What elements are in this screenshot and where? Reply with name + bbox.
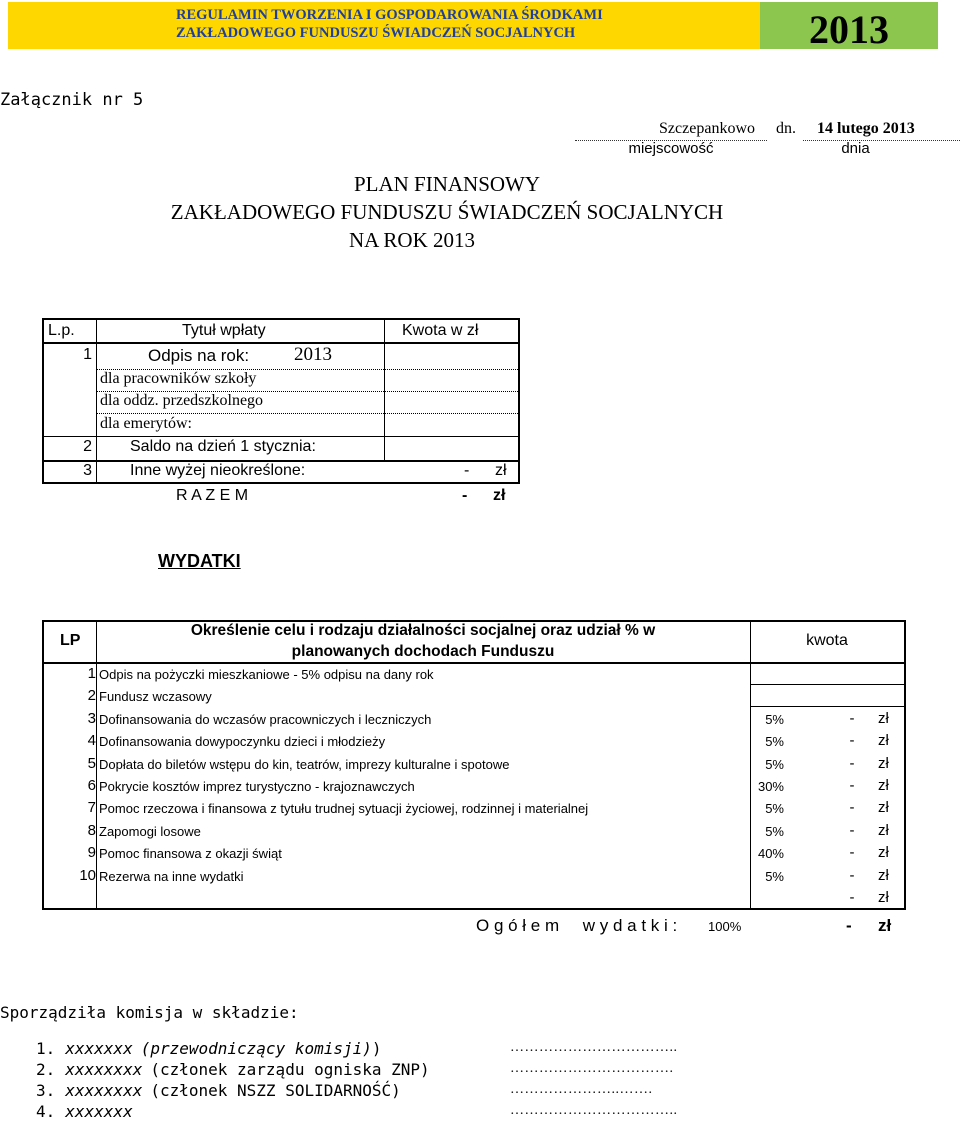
income-row1-lp: 1: [83, 346, 92, 363]
commission-heading: Sporządziła komisja w składzie:: [0, 1003, 299, 1022]
plan-title-line3: NA ROK 2013: [348, 228, 475, 252]
date-label: dnia: [841, 140, 870, 157]
commission-member-role: (członek zarządu ogniska ZNP): [150, 1060, 430, 1079]
header-year-box: [760, 2, 938, 52]
table-row: [44, 664, 904, 686]
signature-line: …………………………….: [510, 1061, 674, 1076]
income-table: [42, 318, 520, 484]
commission-member: [36, 1081, 401, 1100]
expense-percentage: 5%: [765, 734, 784, 750]
income-row2-label: Saldo na dzień 1 stycznia:: [130, 438, 316, 455]
expense-lp: 7: [87, 799, 96, 817]
commission-member-number: 2.: [36, 1060, 56, 1079]
expense-lp: 1: [87, 665, 96, 682]
expenses-header-desc-line1: Określenie celu i rodzaju działalności socjalnej oraz udział % w: [190, 622, 656, 639]
expense-amount-dash: -: [849, 754, 855, 772]
date-value: [803, 120, 960, 141]
expense-amount-dash: -: [849, 889, 855, 906]
expenses-total-pct: 100%: [708, 919, 742, 934]
expenses-header-desc: [96, 620, 750, 662]
commission-member-role: (członek NSZZ SOLIDARNOŚĆ): [150, 1081, 401, 1100]
table-row: [44, 843, 904, 865]
expenses-header-desc-line2: planowanych dochodach Funduszu: [291, 643, 555, 660]
plan-title: [0, 170, 894, 254]
income-sub-schools: dla pracowników szkoły: [100, 370, 257, 387]
expense-description: Dofinansowania do wczasów pracowniczych i leczniczych: [99, 711, 432, 727]
expense-amount-dash: -: [849, 709, 855, 727]
expense-description: Zapomogi losowe: [99, 823, 201, 839]
income-sub-retirees: dla emerytów:: [100, 415, 192, 432]
expense-description: Fundusz wczasowy: [99, 689, 212, 705]
table-row: [44, 709, 904, 731]
income-row3-lp: 3: [83, 462, 92, 479]
expense-amount-currency: zł: [878, 889, 889, 906]
header-title-line2: ZAKŁADOWEGO FUNDUSZU ŚWIADCZEŃ SOCJALNYCH: [176, 25, 576, 41]
commission-member-name: xxxxxxxx: [65, 1081, 143, 1100]
income-sub-preschool: dla oddz. przedszkolnego: [100, 392, 264, 409]
attachment-label: Załącznik nr 5: [0, 90, 144, 110]
expenses-total-zl: zł: [878, 916, 892, 935]
expense-amount-currency: zł: [878, 709, 889, 727]
commission-member-number: 3.: [36, 1081, 56, 1100]
income-header-lp: L.p.: [48, 322, 75, 339]
signature-line: ……………………………..: [510, 1103, 678, 1118]
expense-description: Pomoc rzeczowa i finansowa z tytułu trudnej sytuacji życiowej, rodzinnej i materialnej: [99, 801, 589, 817]
expense-amount-currency: zł: [878, 844, 889, 862]
expenses-header-lp: LP: [60, 632, 81, 649]
income-row3-zl: zł: [495, 462, 507, 479]
commission-member-role-close: ): [371, 1039, 382, 1058]
expenses-header-amount: kwota: [806, 632, 848, 649]
commission-member: [36, 1102, 141, 1121]
header-banner: [8, 2, 760, 49]
expenses-heading: WYDATKI: [158, 551, 241, 571]
income-header-amount: Kwota w zł: [402, 322, 479, 339]
expense-lp: 2: [87, 687, 96, 705]
table-row: [44, 776, 904, 798]
expense-percentage: 5%: [765, 823, 784, 839]
expense-description: Pokrycie kosztów imprez turystyczno - krajoznawczych: [99, 779, 415, 794]
income-row1-label: Odpis na rok:: [148, 346, 250, 365]
table-row: [44, 866, 904, 888]
date-text: 14 lutego 2013: [817, 120, 915, 137]
expense-amount-dash: -: [849, 844, 855, 862]
income-total-dash: -: [462, 487, 468, 504]
place-value: [575, 120, 767, 141]
income-total-label: R A Z E M: [176, 487, 249, 504]
expense-amount-currency: zł: [878, 866, 889, 884]
expense-percentage: 40%: [757, 846, 784, 862]
table-row: [44, 798, 904, 820]
table-row: [44, 821, 904, 843]
expense-lp: 6: [87, 777, 96, 794]
header-title-line1: REGULAMIN TWORZENIA I GOSPODAROWANIA ŚRODKAMI: [176, 7, 603, 23]
expense-amount-dash: -: [849, 799, 855, 817]
expense-amount-currency: zł: [878, 821, 889, 839]
expense-description: Odpis na pożyczki mieszkaniowe - 5% odpisu na dany rok: [99, 667, 434, 682]
expense-amount-dash: -: [849, 777, 855, 794]
income-row2-lp: 2: [83, 438, 92, 455]
commission-member: [36, 1039, 382, 1058]
place-label: miejscowość: [628, 140, 714, 157]
commission-member-name: xxxxxxx: [65, 1039, 133, 1058]
commission-member-name: xxxxxxxx: [65, 1060, 143, 1079]
expense-amount-currency: zł: [878, 732, 889, 750]
income-row3-dash: -: [464, 462, 470, 479]
plan-title-line1: PLAN FINANSOWY: [353, 172, 541, 196]
expense-description: Dopłata do biletów wstępu do kin, teatrów, imprezy kulturalne i spotowe: [99, 756, 510, 772]
expense-percentage: 5%: [765, 801, 784, 817]
income-row3-label: Inne wyżej nieokreślone:: [130, 462, 306, 479]
date-dn: dn.: [776, 120, 796, 137]
table-row: [44, 686, 904, 708]
table-row: [44, 754, 904, 776]
expenses-total-dash: -: [846, 916, 852, 935]
expense-lp: 3: [87, 709, 96, 727]
expense-percentage: 5%: [765, 868, 784, 884]
commission-member-number: 1.: [36, 1039, 56, 1058]
commission-member-name: xxxxxxx: [65, 1102, 133, 1121]
expense-description: Dofinansowania dowypoczynku dzieci i młodzieży: [99, 734, 386, 750]
expenses-table: [42, 620, 906, 910]
expense-amount-currency: zł: [878, 777, 889, 794]
income-total-zl: zł: [493, 487, 506, 504]
expense-description: Pomoc finansowa z okazji świąt: [99, 846, 282, 862]
income-header-title: Tytuł wpłaty: [182, 322, 266, 339]
expense-lp: 4: [87, 732, 96, 750]
expense-lp: 9: [87, 844, 96, 862]
expense-amount-dash: -: [849, 732, 855, 750]
expense-lp: 10: [79, 866, 96, 884]
expense-description: Rezerwa na inne wydatki: [99, 868, 244, 884]
commission-member-role: (przewodniczący komisji): [140, 1039, 372, 1058]
commission-member: [36, 1060, 430, 1079]
commission-member-number: 4.: [36, 1102, 56, 1121]
expense-amount-dash: -: [849, 821, 855, 839]
expense-percentage: 5%: [765, 711, 784, 727]
expense-amount-currency: zł: [878, 754, 889, 772]
table-row: [44, 731, 904, 753]
expense-percentage: 5%: [765, 756, 784, 772]
place-text: Szczepankowo: [659, 120, 755, 137]
expense-amount-currency: zł: [878, 799, 889, 817]
signature-line: …………………..…….: [510, 1082, 653, 1097]
signature-line: ……………………………..: [510, 1040, 678, 1055]
header-year: 2013: [809, 7, 889, 52]
plan-title-line2: ZAKŁADOWEGO FUNDUSZU ŚWIADCZEŃ SOCJALNYCH: [170, 200, 724, 224]
expenses-total-label: O g ó ł e m w y d a t k i :: [476, 916, 678, 935]
expense-lp: 8: [87, 821, 96, 839]
income-row1-year: 2013: [294, 344, 332, 365]
table-row: [44, 888, 904, 910]
expense-lp: 5: [87, 754, 96, 772]
expense-percentage: 30%: [757, 779, 784, 794]
expense-amount-dash: -: [849, 866, 855, 884]
